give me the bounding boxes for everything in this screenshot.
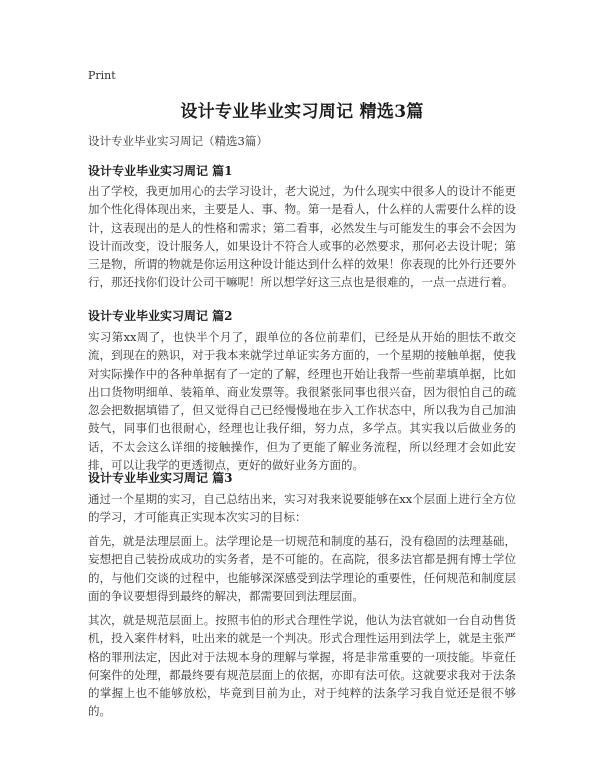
- section-3-heading: 设计专业毕业实习周记 篇3: [88, 471, 233, 485]
- section-1-paragraph-1: 出了学校，我更加用心的去学习设计，老大说过，为什么现实中很多人的设计不能更加个性化得体现出来，主要是人、事、物。第一是看人，什么样的人需要什么样的设计，这表现出的是人的性格和需求；第二看事，必然发生与可能发生的事会不会因为设计而改变，设计服务人，如果设计不符合人或事的必然要求，那何必去设计呢；第三是物，所谓的物就是你运用这种设计能达到什么样的效果！你表现的比外行还要外行，那还找你们设计公司干嘛呢！所以想学好这三点也是很难的，一点一点进行着。: [88, 184, 516, 290]
- section-3-paragraph-2: 首先，就是法理层面上。法学理论是一切规范和制度的基石，没有稳固的法理基础，妄想把自己装扮成成功的实务者，是不可能的。在高院，很多法官都是拥有博士学位的，与他们交谈的过程中，也能够深深感受到法学理论的重要性，任何规范和制度层面的争议要想得到最终的解决，都需要回到法理层面。: [88, 534, 516, 603]
- document-subtitle: 设计专业毕业实习周记（精选3篇）: [88, 134, 268, 148]
- print-label: Print: [88, 69, 116, 82]
- section-3-paragraph-1: 通过一个星期的实习，自己总结出来，实习对我来说要能够在xx个层面上进行全方位的学习，才可能真正实现本次实习的目标：: [88, 492, 516, 525]
- section-3-paragraph-3: 其次，就是规范层面上。按照韦伯的形式合理性学说，他认为法官就如一台自动售货机，投入案件材料，吐出来的就是一个判决。形式合理性运用到法学上，就是主张严格的罪刑法定，因此对于法规本身的理解与掌握，将是非常重要的一项技能。毕竟任何案件的处理，都最终要有规范层面上的依据，亦即有法可依。这就要求我对于法条的掌握上也不能够放松，毕竟到目前为止，对于纯粹的法条学习我自觉还是很不够的。: [88, 613, 516, 719]
- section-2-paragraph-1: 实习第xx周了，也快半个月了，跟单位的各位前辈们，已经是从开始的胆怯不敢交流，到现在的熟识，对于我本来就学过单证实务方面的，一个星期的接触单据，使我对实际操作中的各种单据有了一定的了解，经理也开始让我帮一些前辈填单据，比如出口货物明细单、装箱单、商业发票等。我很紧张同事也很兴奋，因为很怕自己的疏忽会把数据填错了，但又觉得自己已经慢慢地在步入工作状态中，所以我为自己加油鼓气，同事们也很耐心，经理也让我仔细，努力点，多学点。其实我以后做业务的话，不太会这么详细的接触操作，但为了更能了解业务流程，所以经理才会如此安排，可以让我学的更透彻点，更好的做好业务方面的。: [88, 330, 516, 473]
- section-1-heading: 设计专业毕业实习周记 篇1: [88, 164, 233, 178]
- document-title: 设计专业毕业实习周记 精选3篇: [180, 102, 424, 122]
- section-2-heading: 设计专业毕业实习周记 篇2: [88, 309, 233, 323]
